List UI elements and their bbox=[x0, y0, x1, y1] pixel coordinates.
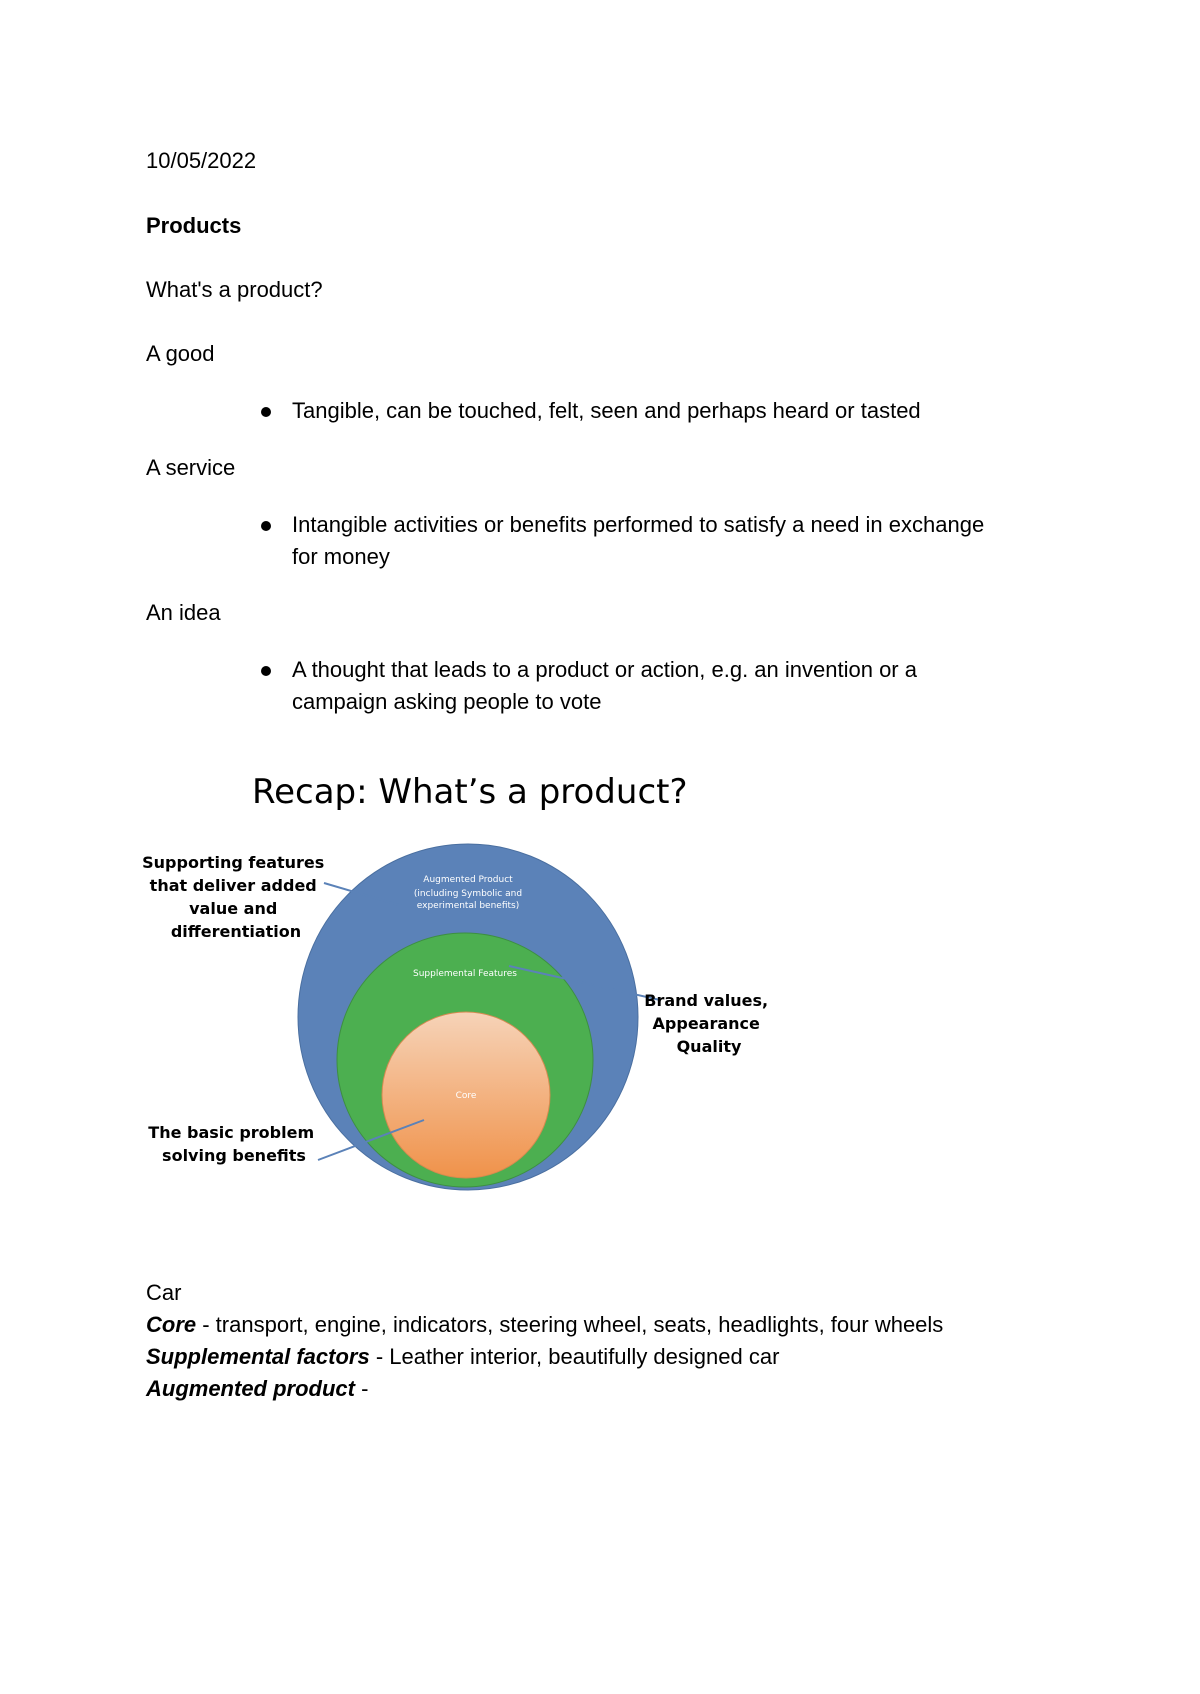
car-row-augmented bbox=[146, 1373, 368, 1405]
section-heading-idea: An idea bbox=[146, 600, 221, 625]
bullet-icon bbox=[261, 407, 271, 417]
section-heading-good: A good bbox=[146, 341, 215, 366]
car-row-text: - Leather interior, beautifully designed car bbox=[369, 1344, 780, 1369]
section-heading-service: A service bbox=[146, 455, 236, 480]
car-row-label: Core bbox=[146, 1312, 197, 1337]
callout-brand-values: Brand values, Appearance Quality bbox=[644, 991, 769, 1056]
core-label: Core bbox=[455, 1091, 477, 1101]
bullet-icon bbox=[261, 666, 271, 676]
augmented-product-sublabel: (including Symbolic and bbox=[413, 889, 523, 899]
date: 10/05/2022 bbox=[146, 148, 257, 173]
bullet-icon bbox=[261, 521, 271, 531]
car-row-text: - transport, engine, indicators, steering wheel, seats, headlights, four wheels bbox=[196, 1312, 944, 1337]
bullet-text: Intangible activities or benefits performed to satisfy a need in exchange bbox=[292, 512, 985, 537]
diagram-title: Recap: What’s a product? bbox=[252, 772, 688, 812]
bullet-text: A thought that leads to a product or action, e.g. an invention or a bbox=[292, 657, 917, 682]
car-row-core bbox=[146, 1309, 943, 1341]
supplemental-features-label: Supplemental Features bbox=[413, 969, 517, 979]
car-row-label: Augmented product bbox=[146, 1376, 355, 1401]
car-row-supplemental bbox=[146, 1341, 779, 1373]
bullet-text-continued: campaign asking people to vote bbox=[292, 689, 602, 714]
augmented-product-label: Augmented Product bbox=[423, 875, 513, 885]
car-row-text: - bbox=[355, 1376, 369, 1401]
bullet-text-continued: for money bbox=[292, 544, 390, 569]
product-levels-diagram bbox=[140, 760, 780, 1200]
question: What's a product? bbox=[146, 277, 323, 302]
page-title: Products bbox=[146, 213, 242, 238]
car-title: Car bbox=[146, 1280, 182, 1305]
callout-supporting-features: Supporting features that deliver added value and differentiation bbox=[142, 853, 325, 941]
augmented-product-sublabel: experimental benefits) bbox=[416, 901, 520, 911]
bullet-text: Tangible, can be touched, felt, seen and perhaps heard or tasted bbox=[292, 398, 921, 423]
car-row-label: Supplemental factors bbox=[146, 1344, 370, 1369]
callout-basic-benefits: The basic problem solving benefits bbox=[148, 1123, 315, 1165]
